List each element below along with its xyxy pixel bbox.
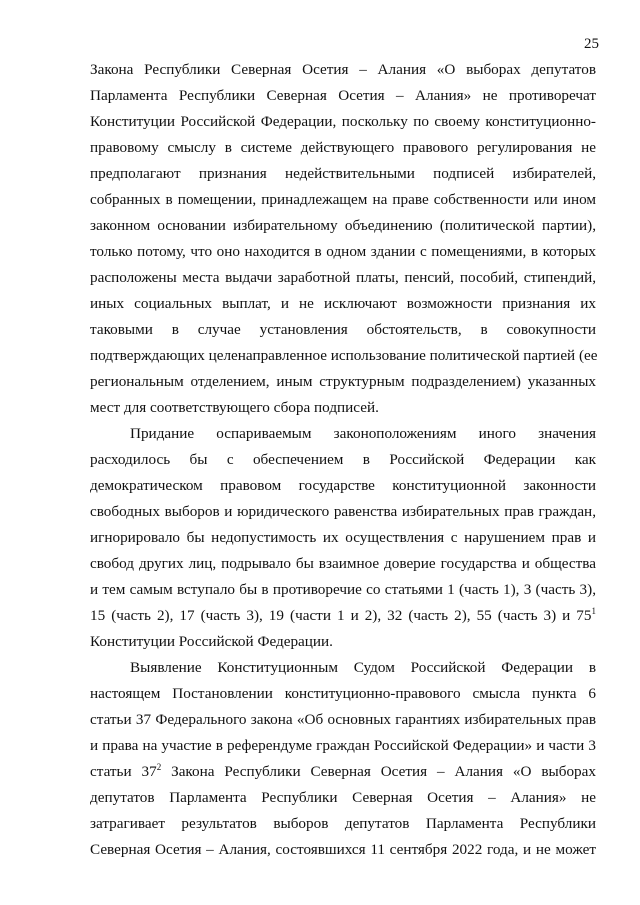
text-line: Парламента Республики Северная Осетия – Алания» не противоречат (90, 87, 596, 104)
text-line: депутатов Парламента Республики Северная Осетия – Алания» не (90, 789, 596, 806)
text-line: настоящем Постановлении конституционно-правового смысла пункта 6 (90, 685, 596, 702)
footnote-superscript: 2 (156, 762, 162, 772)
text-segment: 15 (часть 2), 17 (часть 3), 19 (части 1 и 2), 32 (часть 2), 55 (часть 3) и 75 (90, 607, 592, 624)
text-line: Конституции Российской Федерации, поскольку по своему конституционно- (90, 113, 596, 130)
page-number: 25 (584, 36, 599, 52)
text-line: только потому, что оно находится в одном здании с помещениями, в которых (90, 243, 596, 260)
text-line: игнорировало бы недопустимость их осуществления с нарушением прав и (90, 529, 596, 546)
text-line: Выявление Конституционным Судом Российской Федерации в (130, 659, 596, 676)
text-line (90, 607, 596, 625)
text-line: подтверждающих целенаправленное использование политической партией (ее (90, 347, 598, 364)
text-line: статьи 37 Федерального закона «Об основных гарантиях избирательных прав (90, 711, 596, 728)
text-line: затрагивает результатов выборов депутатов Парламента Республики (90, 815, 596, 832)
text-line: расходилось бы с обеспечением в Российской Федерации как (90, 451, 596, 468)
text-line: Закона Республики Северная Осетия – Алания «О выборах депутатов (90, 61, 596, 78)
text-line: предполагают признания недействительными подписей избирателей, (90, 165, 596, 182)
text-line: и тем самым вступало бы в противоречие со статьями 1 (часть 1), 3 (часть 3), (90, 581, 596, 598)
text-line: и права на участие в референдуме граждан Российской Федерации» и части 3 (90, 737, 596, 754)
text-line: региональным отделением, иным структурным подразделением) указанных (90, 373, 596, 390)
footnote-superscript: 1 (591, 606, 596, 616)
text-line: правовому смыслу в системе действующего правового регулирования не (90, 139, 596, 156)
text-line (90, 763, 596, 781)
text-line: свобод других лиц, подрывало бы взаимное доверие государства и общества (90, 555, 596, 572)
text-segment: Закона Республики Северная Осетия – Алания «О выборах (161, 763, 596, 780)
text-line: законном основании избирательному объединению (политической партии), (90, 217, 596, 234)
text-line: свободных выборов и юридического равенства избирательных прав граждан, (90, 503, 596, 520)
text-line: таковыми в случае установления обстоятельств, в совокупности (90, 321, 596, 338)
text-line: расположены места выдачи заработной платы, пенсий, пособий, стипендий, (90, 269, 596, 286)
text-line: мест для соответствующего сбора подписей. (90, 399, 379, 416)
text-segment: статьи 37 (90, 763, 157, 780)
text-line: Придание оспариваемым законоположениям иного значения (130, 425, 596, 442)
text-line: Северная Осетия – Алания, состоявшихся 11 сентября 2022 года, и не может (90, 841, 596, 858)
text-line: иных социальных выплат, и не исключают возможности признания их (90, 295, 596, 312)
text-line: собранных в помещении, принадлежащем на праве собственности или ином (90, 191, 596, 208)
text-line: Конституции Российской Федерации. (90, 633, 333, 650)
text-line: демократическом правовом государстве конституционной законности (90, 477, 596, 494)
